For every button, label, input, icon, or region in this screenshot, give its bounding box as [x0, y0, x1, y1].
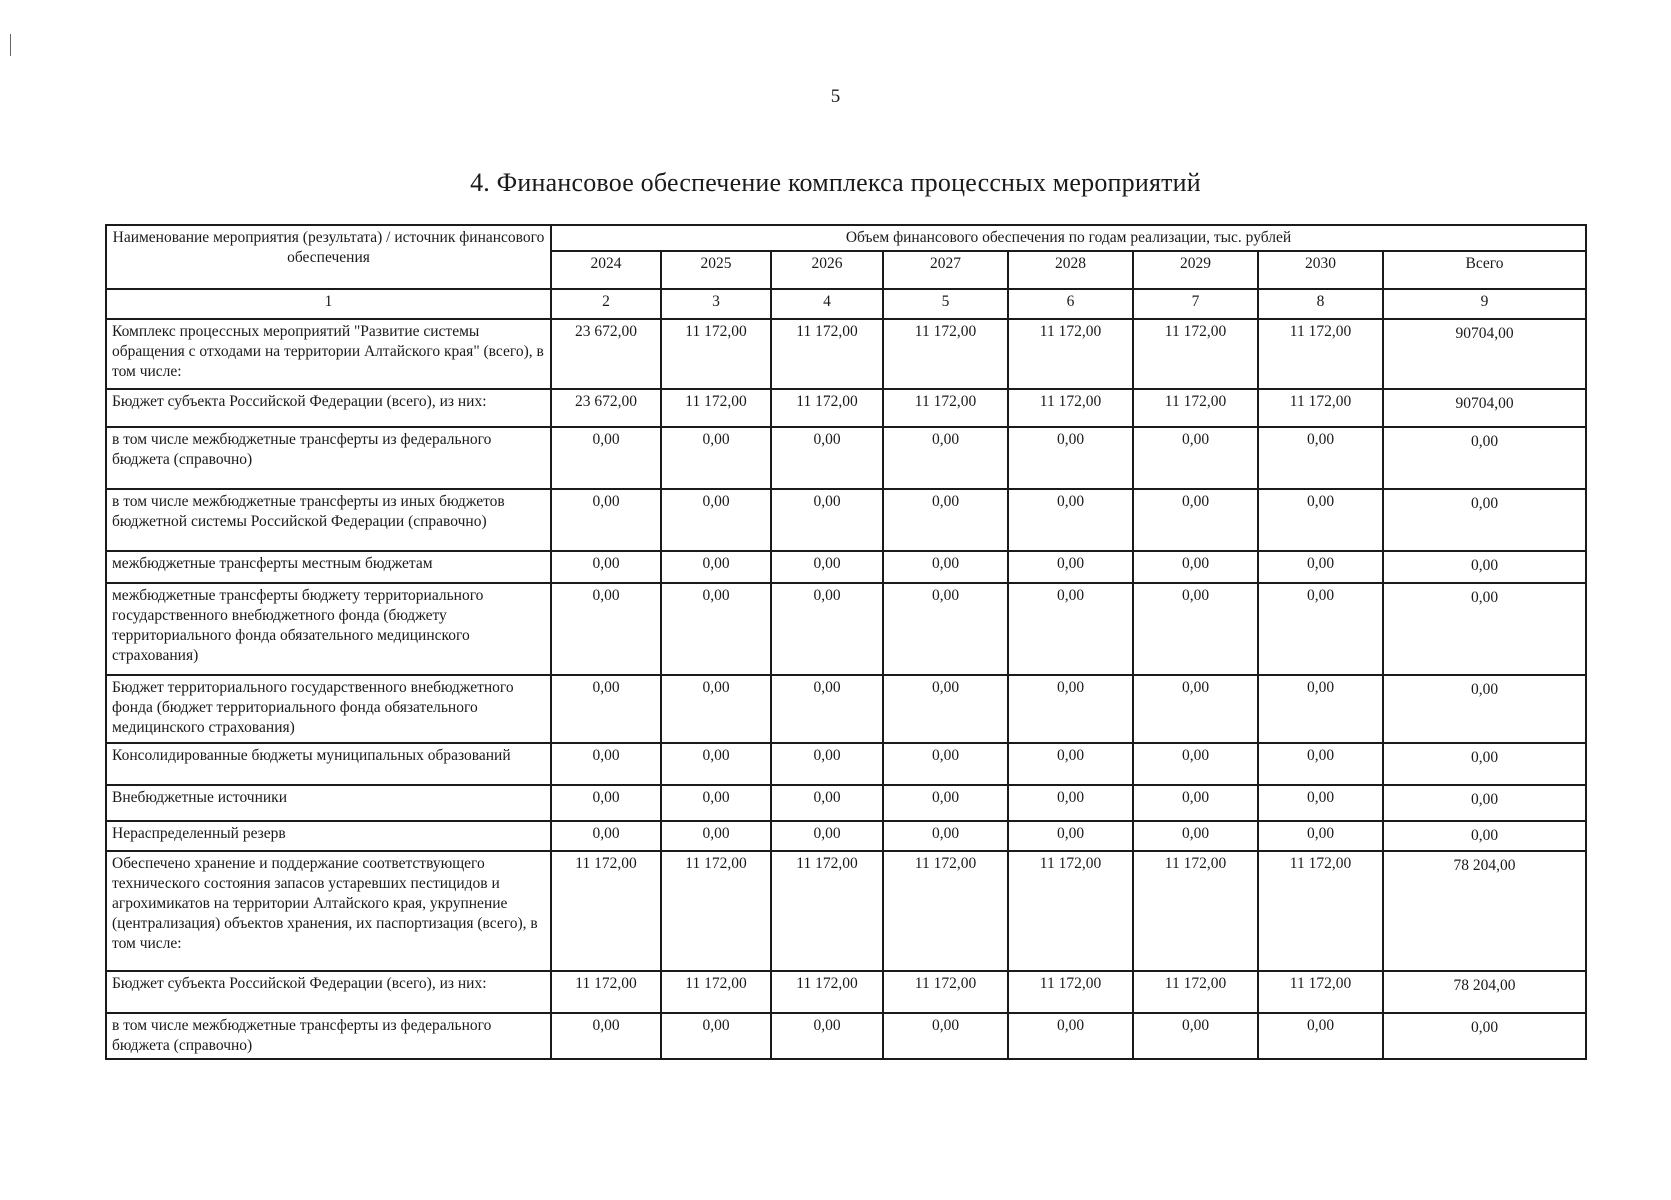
row-total-value: 0,00: [1383, 427, 1586, 489]
row-year-value: 11 172,00: [1133, 971, 1258, 1013]
table-row: [106, 971, 1586, 1013]
row-year-value: 0,00: [883, 785, 1008, 821]
header-year-2029: 2029: [1133, 251, 1258, 289]
row-year-value: 0,00: [1008, 583, 1133, 675]
header-year-2030: 2030: [1258, 251, 1383, 289]
table-row: [106, 851, 1586, 971]
row-total-value: 0,00: [1383, 583, 1586, 675]
row-total-value: 90704,00: [1383, 319, 1586, 389]
row-year-value: 0,00: [883, 821, 1008, 851]
row-year-value: 0,00: [661, 821, 771, 851]
row-year-value: 0,00: [1008, 743, 1133, 785]
table-body: [106, 319, 1586, 1059]
table-row: [106, 675, 1586, 743]
table-row: [106, 583, 1586, 675]
row-year-value: 11 172,00: [551, 971, 661, 1013]
row-year-value: 0,00: [771, 489, 883, 551]
row-year-value: 11 172,00: [883, 319, 1008, 389]
row-label: Бюджет субъекта Российской Федерации (всего), из них:: [106, 971, 551, 1013]
row-total-value: 0,00: [1383, 821, 1586, 851]
table-row: [106, 1013, 1586, 1059]
column-number: 6: [1008, 289, 1133, 319]
row-year-value: 0,00: [883, 743, 1008, 785]
row-total-value: 0,00: [1383, 1013, 1586, 1059]
row-label: Бюджет субъекта Российской Федерации (всего), из них:: [106, 389, 551, 427]
row-year-value: 0,00: [771, 821, 883, 851]
row-year-value: 0,00: [661, 785, 771, 821]
row-total-value: 0,00: [1383, 675, 1586, 743]
row-year-value: 11 172,00: [1258, 389, 1383, 427]
row-year-value: 0,00: [883, 583, 1008, 675]
table-row: [106, 389, 1586, 427]
row-year-value: 0,00: [1008, 821, 1133, 851]
financing-table: [105, 224, 1587, 1060]
row-year-value: 0,00: [551, 427, 661, 489]
header-funding-group: Объем финансового обеспечения по годам реализации, тыс. рублей: [551, 225, 1586, 251]
row-year-value: 11 172,00: [661, 389, 771, 427]
row-year-value: 0,00: [771, 743, 883, 785]
header-year-2025: 2025: [661, 251, 771, 289]
row-label: в том числе межбюджетные трансферты из федерального бюджета (справочно): [106, 1013, 551, 1059]
row-year-value: 11 172,00: [1008, 851, 1133, 971]
row-year-value: 23 672,00: [551, 389, 661, 427]
row-year-value: 11 172,00: [771, 319, 883, 389]
row-year-value: 0,00: [1008, 675, 1133, 743]
page-title: 4. Финансовое обеспечение комплекса процессных мероприятий: [470, 168, 1201, 197]
row-year-value: 0,00: [771, 785, 883, 821]
header-year-2027: 2027: [883, 251, 1008, 289]
row-total-value: 0,00: [1383, 743, 1586, 785]
row-year-value: 0,00: [771, 675, 883, 743]
row-label: Консолидированные бюджеты муниципальных образований: [106, 743, 551, 785]
row-year-value: 11 172,00: [1258, 971, 1383, 1013]
row-year-value: 11 172,00: [771, 851, 883, 971]
row-year-value: 11 172,00: [661, 851, 771, 971]
row-year-value: 0,00: [1258, 785, 1383, 821]
column-number: 8: [1258, 289, 1383, 319]
row-year-value: 0,00: [661, 675, 771, 743]
column-number: 9: [1383, 289, 1586, 319]
column-number: 5: [883, 289, 1008, 319]
row-year-value: 0,00: [661, 1013, 771, 1059]
row-year-value: 0,00: [1258, 821, 1383, 851]
header-year-2026: 2026: [771, 251, 883, 289]
table-row: [106, 551, 1586, 583]
row-total-value: 0,00: [1383, 489, 1586, 551]
row-year-value: 0,00: [551, 1013, 661, 1059]
row-year-value: 0,00: [551, 743, 661, 785]
row-year-value: 11 172,00: [1258, 851, 1383, 971]
table-row: [106, 489, 1586, 551]
row-year-value: 0,00: [883, 489, 1008, 551]
row-year-value: 0,00: [551, 489, 661, 551]
row-year-value: 0,00: [551, 785, 661, 821]
row-year-value: 11 172,00: [551, 851, 661, 971]
row-year-value: 11 172,00: [883, 389, 1008, 427]
row-label: межбюджетные трансферты бюджету территориального государственного внебюджетного фонда (бюджету территориального фонда обязательного медицинского страхования): [106, 583, 551, 675]
row-year-value: 0,00: [661, 551, 771, 583]
row-label: в том числе межбюджетные трансферты из федерального бюджета (справочно): [106, 427, 551, 489]
row-year-value: 11 172,00: [1008, 389, 1133, 427]
row-label: в том числе межбюджетные трансферты из иных бюджетов бюджетной системы Российской Федерации (справочно): [106, 489, 551, 551]
row-year-value: 0,00: [551, 821, 661, 851]
column-number: 2: [551, 289, 661, 319]
header-name-column: Наименование мероприятия (результата) / источник финансового обеспечения: [106, 225, 551, 289]
row-label: Бюджет территориального государственного внебюджетного фонда (бюджет территориального фонда обязательного медицинского страхования): [106, 675, 551, 743]
row-year-value: 0,00: [1133, 583, 1258, 675]
row-year-value: 0,00: [771, 427, 883, 489]
row-year-value: 11 172,00: [661, 319, 771, 389]
row-year-value: 0,00: [1133, 743, 1258, 785]
row-year-value: 0,00: [1008, 427, 1133, 489]
row-year-value: 11 172,00: [771, 971, 883, 1013]
row-year-value: 0,00: [1133, 785, 1258, 821]
table-row: [106, 743, 1586, 785]
column-number-row: [106, 289, 1586, 319]
row-year-value: 11 172,00: [1258, 319, 1383, 389]
row-label: Нераспределенный резерв: [106, 821, 551, 851]
row-year-value: 11 172,00: [1133, 319, 1258, 389]
row-year-value: 0,00: [883, 551, 1008, 583]
row-year-value: 0,00: [661, 427, 771, 489]
row-year-value: 0,00: [1258, 1013, 1383, 1059]
row-label: Комплекс процессных мероприятий "Развитие системы обращения с отходами на территории Алтайского края" (всего), в том числе:: [106, 319, 551, 389]
table-row: [106, 319, 1586, 389]
row-year-value: 0,00: [551, 675, 661, 743]
row-label: Обеспечено хранение и поддержание соответствующего технического состояния запасов устаревших пестицидов и агрохимикатов на территории Алтайского края, укрупнение (централизация) объектов хранения, их паспортизация (всего), в том числе:: [106, 851, 551, 971]
row-year-value: 0,00: [1008, 551, 1133, 583]
row-year-value: 0,00: [771, 1013, 883, 1059]
row-year-value: 0,00: [551, 551, 661, 583]
row-year-value: 0,00: [883, 1013, 1008, 1059]
row-year-value: 11 172,00: [1133, 851, 1258, 971]
row-year-value: 11 172,00: [661, 971, 771, 1013]
row-year-value: 0,00: [1008, 1013, 1133, 1059]
row-year-value: 0,00: [1258, 675, 1383, 743]
scan-edge-mark: [10, 34, 11, 56]
row-total-value: 0,00: [1383, 785, 1586, 821]
row-year-value: 0,00: [661, 743, 771, 785]
row-year-value: 11 172,00: [883, 851, 1008, 971]
row-year-value: 0,00: [771, 551, 883, 583]
table-row: [106, 821, 1586, 851]
row-year-value: 0,00: [883, 427, 1008, 489]
row-year-value: 0,00: [661, 583, 771, 675]
column-number: 1: [106, 289, 551, 319]
row-year-value: 11 172,00: [1008, 971, 1133, 1013]
row-year-value: 0,00: [1258, 743, 1383, 785]
row-year-value: 11 172,00: [1008, 319, 1133, 389]
row-year-value: 0,00: [1008, 785, 1133, 821]
header-year-2024: 2024: [551, 251, 661, 289]
row-year-value: 23 672,00: [551, 319, 661, 389]
row-year-value: 0,00: [1133, 551, 1258, 583]
row-total-value: 78 204,00: [1383, 971, 1586, 1013]
row-year-value: 11 172,00: [883, 971, 1008, 1013]
row-year-value: 0,00: [1133, 1013, 1258, 1059]
table-row: [106, 427, 1586, 489]
row-label: межбюджетные трансферты местным бюджетам: [106, 551, 551, 583]
row-year-value: 0,00: [1258, 551, 1383, 583]
row-year-value: 11 172,00: [1133, 389, 1258, 427]
row-year-value: 0,00: [1133, 489, 1258, 551]
row-year-value: 0,00: [1258, 583, 1383, 675]
row-total-value: 90704,00: [1383, 389, 1586, 427]
row-total-value: 78 204,00: [1383, 851, 1586, 971]
table-row: [106, 785, 1586, 821]
column-number: 4: [771, 289, 883, 319]
column-number: 7: [1133, 289, 1258, 319]
column-number: 3: [661, 289, 771, 319]
header-year-2028: 2028: [1008, 251, 1133, 289]
row-year-value: 0,00: [661, 489, 771, 551]
row-year-value: 0,00: [883, 675, 1008, 743]
row-total-value: 0,00: [1383, 551, 1586, 583]
row-year-value: 0,00: [771, 583, 883, 675]
row-year-value: 0,00: [1133, 427, 1258, 489]
table-header: [106, 225, 1586, 319]
row-year-value: 0,00: [1133, 675, 1258, 743]
row-year-value: 11 172,00: [771, 389, 883, 427]
row-year-value: 0,00: [1258, 489, 1383, 551]
row-year-value: 0,00: [1258, 427, 1383, 489]
row-year-value: 0,00: [551, 583, 661, 675]
header-total: Всего: [1383, 251, 1586, 289]
row-label: Внебюджетные источники: [106, 785, 551, 821]
page-number: 5: [830, 86, 841, 107]
row-year-value: 0,00: [1008, 489, 1133, 551]
row-year-value: 0,00: [1133, 821, 1258, 851]
